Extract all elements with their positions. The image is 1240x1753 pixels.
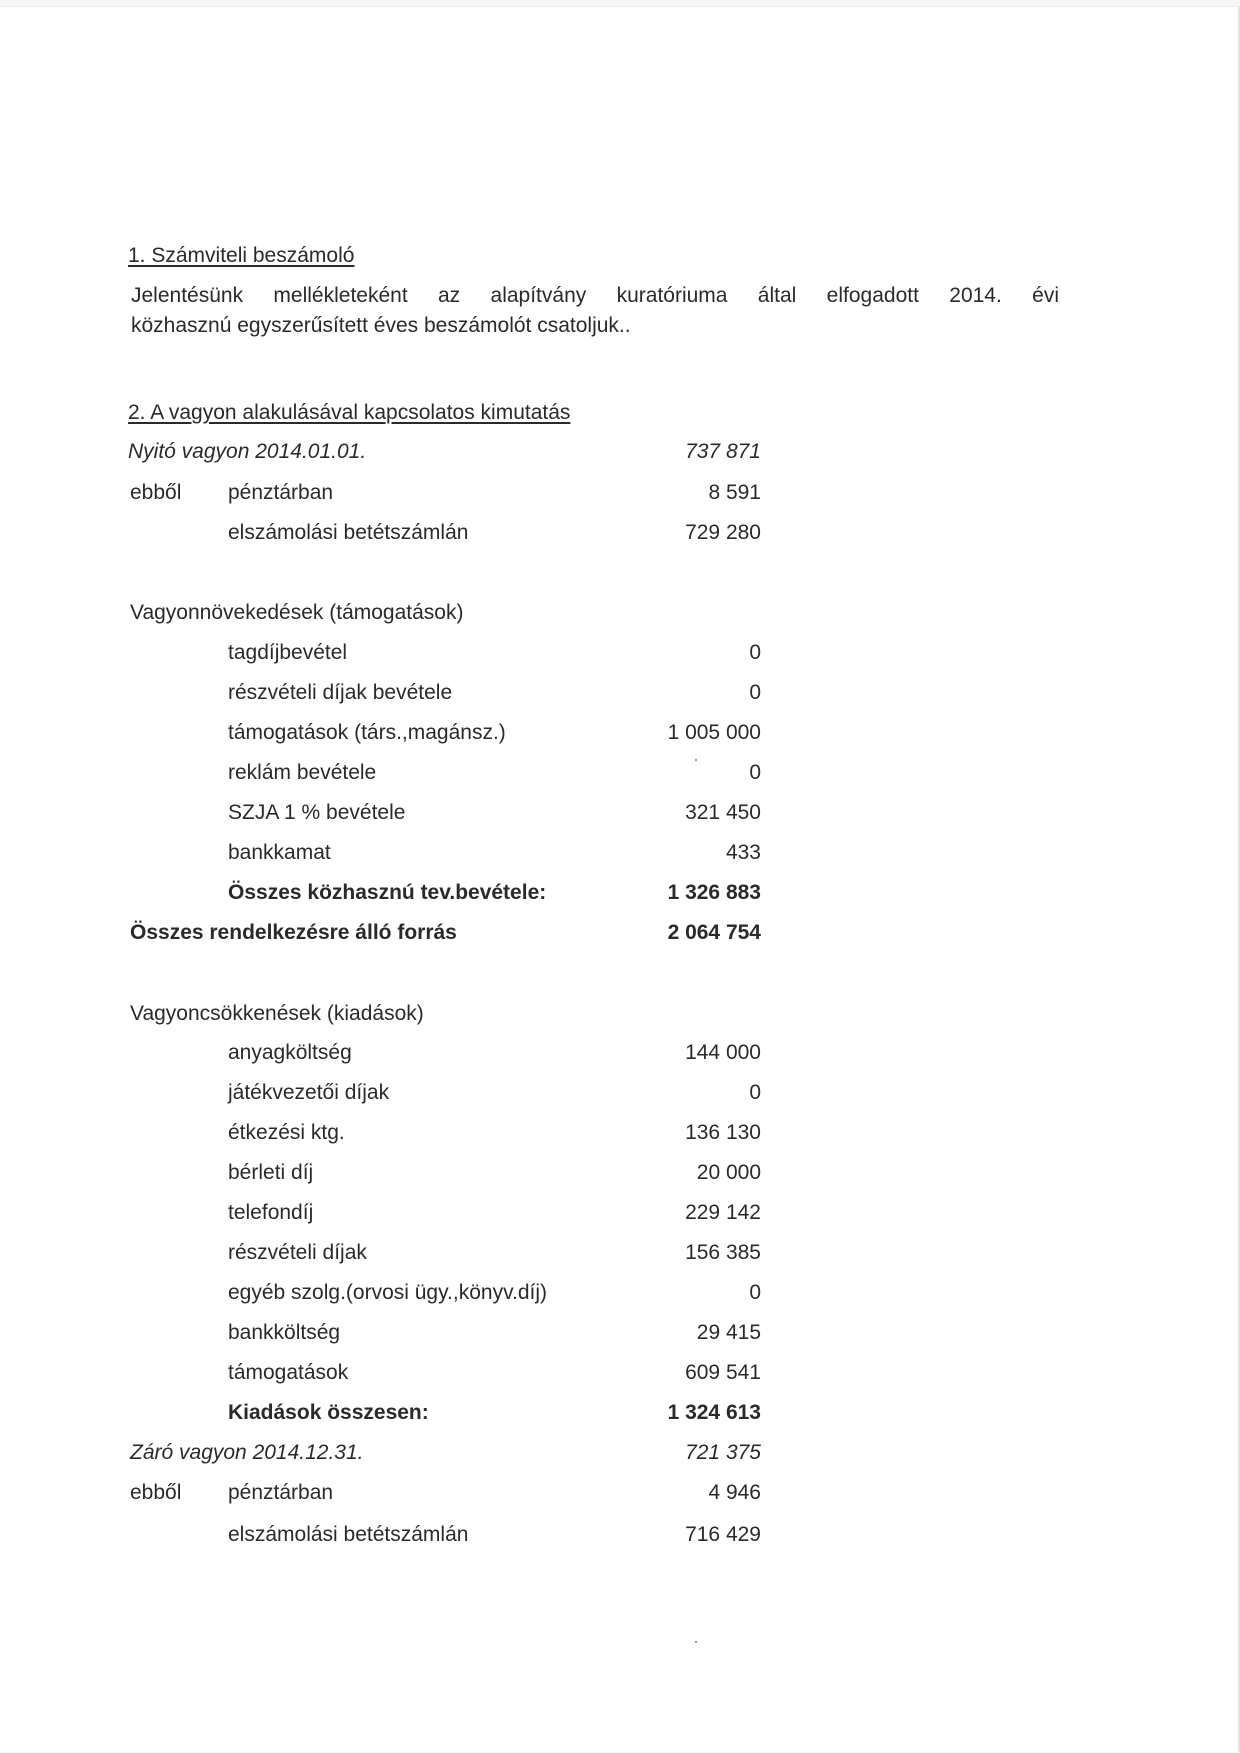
list-item: támogatások (társ.,magánsz.) (228, 721, 506, 744)
opening-bank-value: 729 280 (685, 521, 761, 544)
list-item-value: 0 (749, 1081, 761, 1104)
scan-speck (695, 759, 697, 761)
list-item: telefondíj (228, 1201, 314, 1224)
list-item-value: 20 000 (696, 1161, 761, 1184)
list-item: egyéb szolg.(orvosi ügy.,könyv.díj) (228, 1281, 548, 1304)
opening-of-which: ebből (130, 481, 182, 504)
closing-of-which: ebből (130, 1481, 182, 1504)
closing-cash-value: 4 946 (708, 1481, 761, 1504)
list-item-value: 0 (749, 641, 761, 664)
opening-value: 737 871 (685, 440, 761, 463)
list-item-value: 1 005 000 (667, 721, 761, 744)
closing-bank-value: 716 429 (685, 1523, 761, 1546)
section1-heading: 1. Számviteli beszámoló (128, 244, 355, 267)
list-item-value: 136 130 (685, 1121, 761, 1144)
increases-total-value: 1 326 883 (667, 881, 761, 904)
opening-bank-label: elszámolási betétszámlán (228, 521, 469, 544)
list-item: bérleti díj (228, 1161, 314, 1184)
opening-cash-label: pénztárban (228, 481, 334, 504)
opening-cash-value: 8 591 (708, 481, 761, 504)
decreases-total-value: 1 324 613 (667, 1401, 761, 1424)
list-item: SZJA 1 % bevétele (228, 801, 406, 824)
opening-label: Nyitó vagyon 2014.01.01. (128, 440, 367, 463)
list-item-value: 29 415 (696, 1321, 761, 1344)
list-item-value: 229 142 (685, 1201, 761, 1224)
list-item: tagdíjbevétel (228, 641, 348, 664)
section2-heading: 2. A vagyon alakulásával kapcsolatos kimutatás (128, 401, 571, 424)
list-item: játékvezetői díjak (228, 1081, 390, 1104)
list-item: részvételi díjak (228, 1241, 367, 1264)
decreases-heading: Vagyoncsökkenések (kiadások) (130, 1002, 424, 1025)
list-item-value: 144 000 (685, 1041, 761, 1064)
increases-heading: Vagyonnövekedések (támogatások) (130, 601, 464, 624)
paragraph-line-1: Jelentésünk mellékleteként az alapítvány kuratóriuma által elfogadott 2014. évi (131, 284, 1059, 307)
list-item-value: 609 541 (685, 1361, 761, 1384)
list-item-value: 433 (725, 841, 761, 864)
closing-value: 721 375 (685, 1441, 761, 1464)
list-item: támogatások (228, 1361, 349, 1384)
list-item: bankköltség (228, 1321, 341, 1344)
list-item-value: 0 (749, 681, 761, 704)
list-item: reklám bevétele (228, 761, 377, 784)
decreases-total-label: Kiadások összesen: (228, 1401, 429, 1424)
list-item: anyagköltség (228, 1041, 352, 1064)
available-value: 2 064 754 (667, 921, 761, 944)
closing-bank-label: elszámolási betétszámlán (228, 1523, 469, 1546)
section1-paragraph (131, 281, 1059, 341)
list-item-value: 0 (749, 1281, 761, 1304)
increases-total-label: Összes közhasznú tev.bevétele: (228, 881, 547, 904)
list-item: bankkamat (228, 841, 331, 864)
paragraph-line-2: közhasznú egyszerűsített éves beszámolót csatoljuk.. (131, 314, 631, 337)
closing-cash-label: pénztárban (228, 1481, 334, 1504)
available-label: Összes rendelkezésre álló forrás (130, 921, 457, 944)
list-item-value: 156 385 (685, 1241, 761, 1264)
scan-speck (695, 1641, 697, 1643)
closing-label: Záró vagyon 2014.12.31. (130, 1441, 364, 1464)
list-item-value: 0 (749, 761, 761, 784)
list-item: részvételi díjak bevétele (228, 681, 453, 704)
list-item: étkezési ktg. (228, 1121, 345, 1144)
list-item-value: 321 450 (685, 801, 761, 824)
